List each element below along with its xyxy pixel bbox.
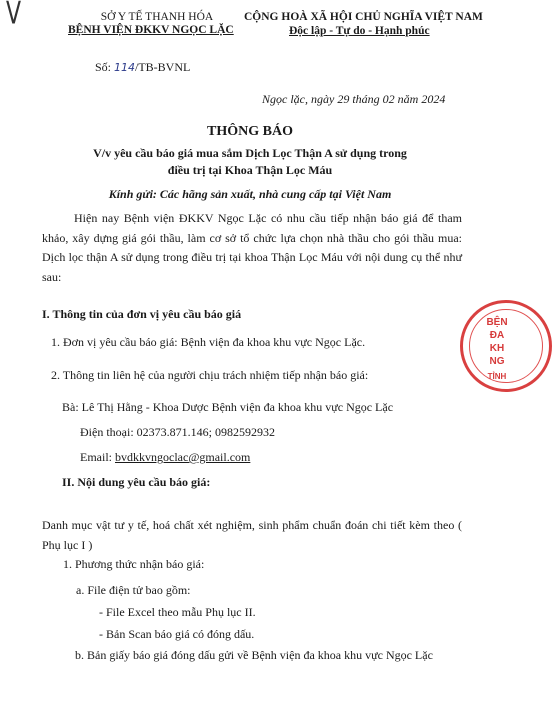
seal-text-1: BỆN bbox=[486, 317, 508, 328]
seal-text-3: KH bbox=[489, 343, 505, 354]
section-2-heading: II. Nội dung yêu cầu báo giá: bbox=[62, 475, 211, 489]
issuing-agency: SỞ Y TẾ THANH HÓA bbox=[100, 11, 214, 23]
subject-line-2: điều trị tại Khoa Thận Lọc Máu bbox=[167, 163, 333, 177]
seal-text-2: ĐA bbox=[489, 330, 505, 341]
document-number-suffix: /TB-BVNL bbox=[135, 60, 191, 74]
section-1-item-1: 1. Đơn vị yêu cầu báo giá: Bệnh viện đa khoa khu vực Ngọc Lặc. bbox=[51, 335, 366, 349]
intro-paragraph: Hiện nay Bệnh viện ĐKKV Ngọc Lặc có nhu cầu tiếp nhận báo giá để tham khảo, xây dựng giá gói thầu, làm cơ sở tổ chức lựa chọn nhà thầu cho gói thầu mua: Dịch lọc thận A sử dụng trong điều trị tại khoa Thận Lọc Máu với nội dung cụ thể như sau: bbox=[42, 211, 462, 284]
national-title: CỘNG HOÀ XÃ HỘI CHỦ NGHĨA VIỆT NAM bbox=[244, 11, 483, 23]
document-title: THÔNG BÁO bbox=[207, 124, 293, 139]
seal-text-4: NG bbox=[489, 356, 505, 367]
section-1-heading: I. Thông tin của đơn vị yêu cầu báo giá bbox=[42, 307, 242, 321]
contact-name: Bà: Lê Thị Hằng - Khoa Dược Bệnh viện đa khoa khu vực Ngọc Lặc bbox=[62, 400, 394, 414]
handwritten-number: 114 bbox=[114, 61, 136, 74]
email-label: Email: bbox=[80, 450, 115, 464]
recipient-line: Kính gửi: Các hãng sản xuất, nhà cung cấp tại Việt Nam bbox=[108, 187, 392, 201]
section-1-item-2: 2. Thông tin liên hệ của người chịu trách nhiệm tiếp nhận báo giá: bbox=[51, 368, 369, 382]
section-2-item-b: b. Bản giấy báo giá đóng dấu gửi về Bệnh viện đa khoa khu vực Ngọc Lặc bbox=[75, 648, 433, 662]
date-line: Ngọc lặc, ngày 29 tháng 02 năm 2024 bbox=[262, 92, 446, 106]
section-2-dash-2: - Bản Scan báo giá có đóng dấu. bbox=[99, 627, 255, 641]
hospital-name: BỆNH VIỆN ĐKKV NGỌC LẶC bbox=[68, 24, 234, 36]
section-2-paragraph: Danh mục vật tư y tế, hoá chất xét nghiệm, sinh phẩm chuẩn đoán chi tiết kèm theo ( Phụ lục I ) bbox=[42, 518, 462, 552]
contact-email bbox=[80, 450, 250, 465]
seal-text-5: TỈNH bbox=[487, 372, 507, 381]
corner-mark: V bbox=[6, 0, 22, 32]
red-seal-stamp bbox=[460, 300, 552, 392]
section-2-item-a: a. File điện tử bao gồm: bbox=[76, 583, 191, 597]
national-motto: Độc lập - Tự do - Hạnh phúc bbox=[289, 25, 430, 37]
document-number bbox=[95, 60, 190, 75]
document-number-prefix: Số: bbox=[95, 60, 112, 74]
section-2-dash-1: - File Excel theo mẫu Phụ lục II. bbox=[99, 605, 256, 619]
email-link[interactable]: bvdkkvngoclac@gmail.com bbox=[115, 450, 251, 464]
contact-phone: Điện thoại: 02373.871.146; 0982592932 bbox=[80, 425, 275, 439]
subject-line-1: V/v yêu cầu báo giá mua sắm Dịch Lọc Thận A sử dụng trong bbox=[93, 146, 407, 160]
section-2-item-1: 1. Phương thức nhận báo giá: bbox=[63, 557, 205, 571]
